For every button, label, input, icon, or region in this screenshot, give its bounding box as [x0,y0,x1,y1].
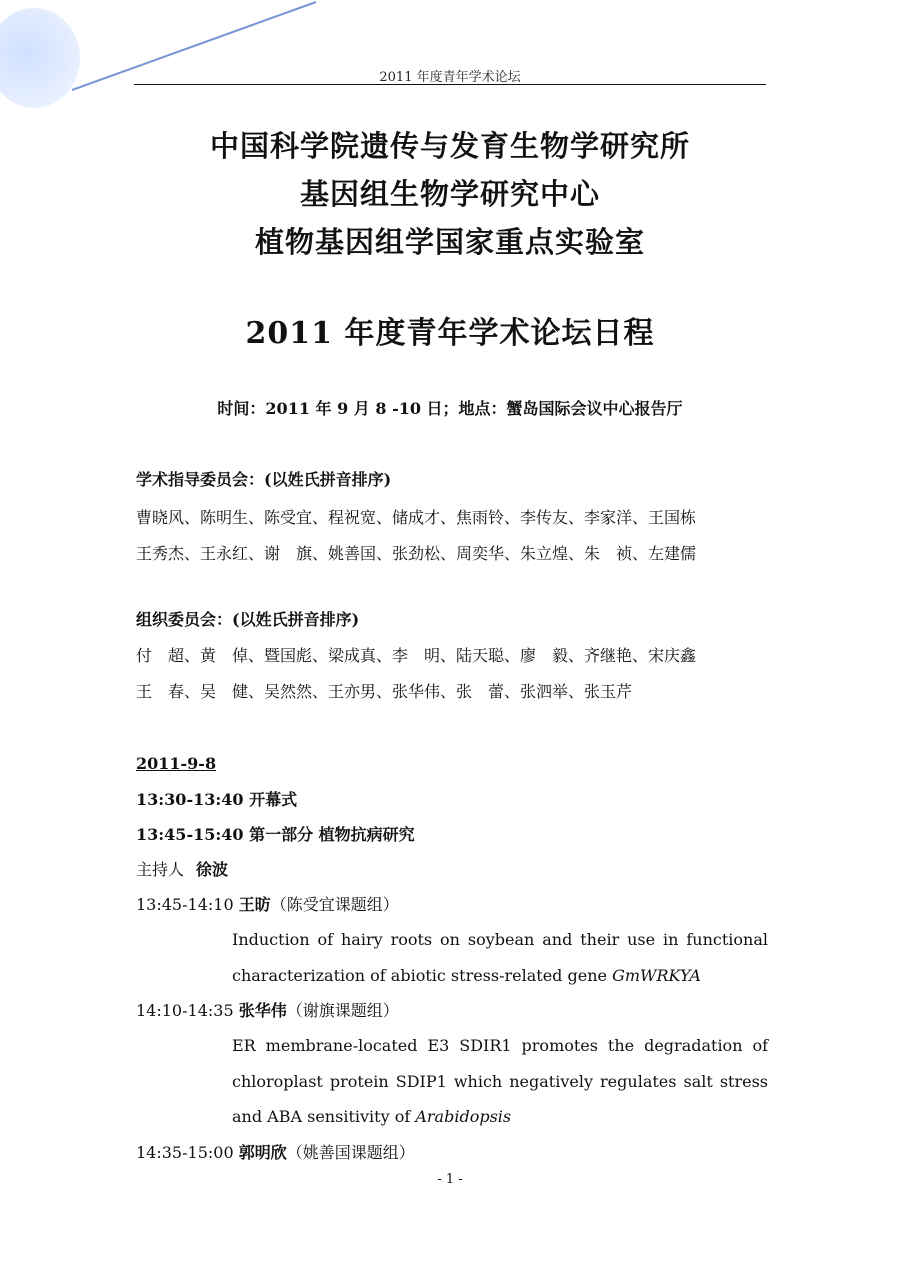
opening-ceremony: 13:30-13:40 开幕式 [136,790,298,809]
institution-title [0,122,900,266]
talk-2-title [232,1028,768,1135]
time-place: 时间：2011 年 9 月 8 -10 日；地点：蟹岛国际会议中心报告厅 [217,399,683,418]
institution-line-2: 基因组生物学研究中心 [299,177,600,211]
institution-line-3: 植物基因组学国家重点实验室 [254,225,645,259]
talk-1-speaker: 王昉 [238,895,271,914]
talk-1-time: 13:45-14:10 [136,895,234,914]
page-number: - 1 - [437,1172,463,1187]
talk-3-time: 14:35-15:00 [136,1142,234,1162]
running-header: 2011 年度青年学术论坛 [379,70,521,85]
talk-2-time: 14:10-14:35 [136,1001,234,1020]
host-name: 徐波 [196,860,229,879]
talk-1-header [136,887,768,922]
host-label: 主持人 [136,860,185,879]
talk-2-speaker: 张华伟 [238,1001,287,1020]
organizing-committee-heading: 组织委员会：(以姓氏拼音排序) [136,610,360,629]
academic-committee-line-1: 曹晓风、陈明生、陈受宜、程祝宽、储成才、焦雨铃、李传友、李家洋、王国栋 [136,508,697,527]
header-rule [134,84,766,85]
schedule [136,752,768,1170]
organizing-committee [136,608,776,710]
talk-3-group: （姚善国课题组） [286,1142,415,1162]
session-1-title: 13:45-15:40 第一部分 植物抗病研究 [136,825,415,844]
session-host [136,852,768,887]
academic-committee [136,468,776,572]
organizing-committee-line-2: 王 春、吴 健、吴然然、王亦男、张华伟、张 蕾、张泗举、张玉芹 [136,682,633,701]
talk-2-title-text: ER membrane-located E3 SDIR1 promotes the degradation of chloroplast protein SDIP1 which negatively regulates salt stress and ABA sensitivity of [232,1036,768,1126]
talk-1-title [232,922,768,993]
talk-1-group: （陈受宜课题组） [270,895,399,914]
academic-committee-line-2: 王秀杰、王永红、谢 旗、姚善国、张劲松、周奕华、朱立煌、朱 祯、左建儒 [136,544,697,563]
organizing-committee-line-1: 付 超、黄 倬、暨国彪、梁成真、李 明、陆天聪、廖 毅、齐继艳、宋庆鑫 [136,646,697,665]
talk-1-title-text: Induction of hairy roots on soybean and their use in functional characterization of abiotic stress-related gene [232,930,768,985]
talk-2-group: （谢旗课题组） [286,1001,399,1020]
talk-3-speaker: 郭明欣 [238,1142,287,1162]
header-decoration-line [0,0,330,100]
talk-2-header [136,993,768,1028]
talk-1-title-gene: GmWRKYA [612,965,701,985]
schedule-date: 2011-9-8 [136,754,217,773]
academic-committee-heading: 学术指导委员会：(以姓氏拼音排序) [136,470,392,489]
talk-3-header [136,1135,768,1170]
institution-line-1: 中国科学院遗传与发育生物学研究所 [209,129,690,163]
talk-2-title-species: Arabidopsis [415,1107,512,1126]
forum-title: 2011 年度青年学术论坛日程 [245,316,655,351]
